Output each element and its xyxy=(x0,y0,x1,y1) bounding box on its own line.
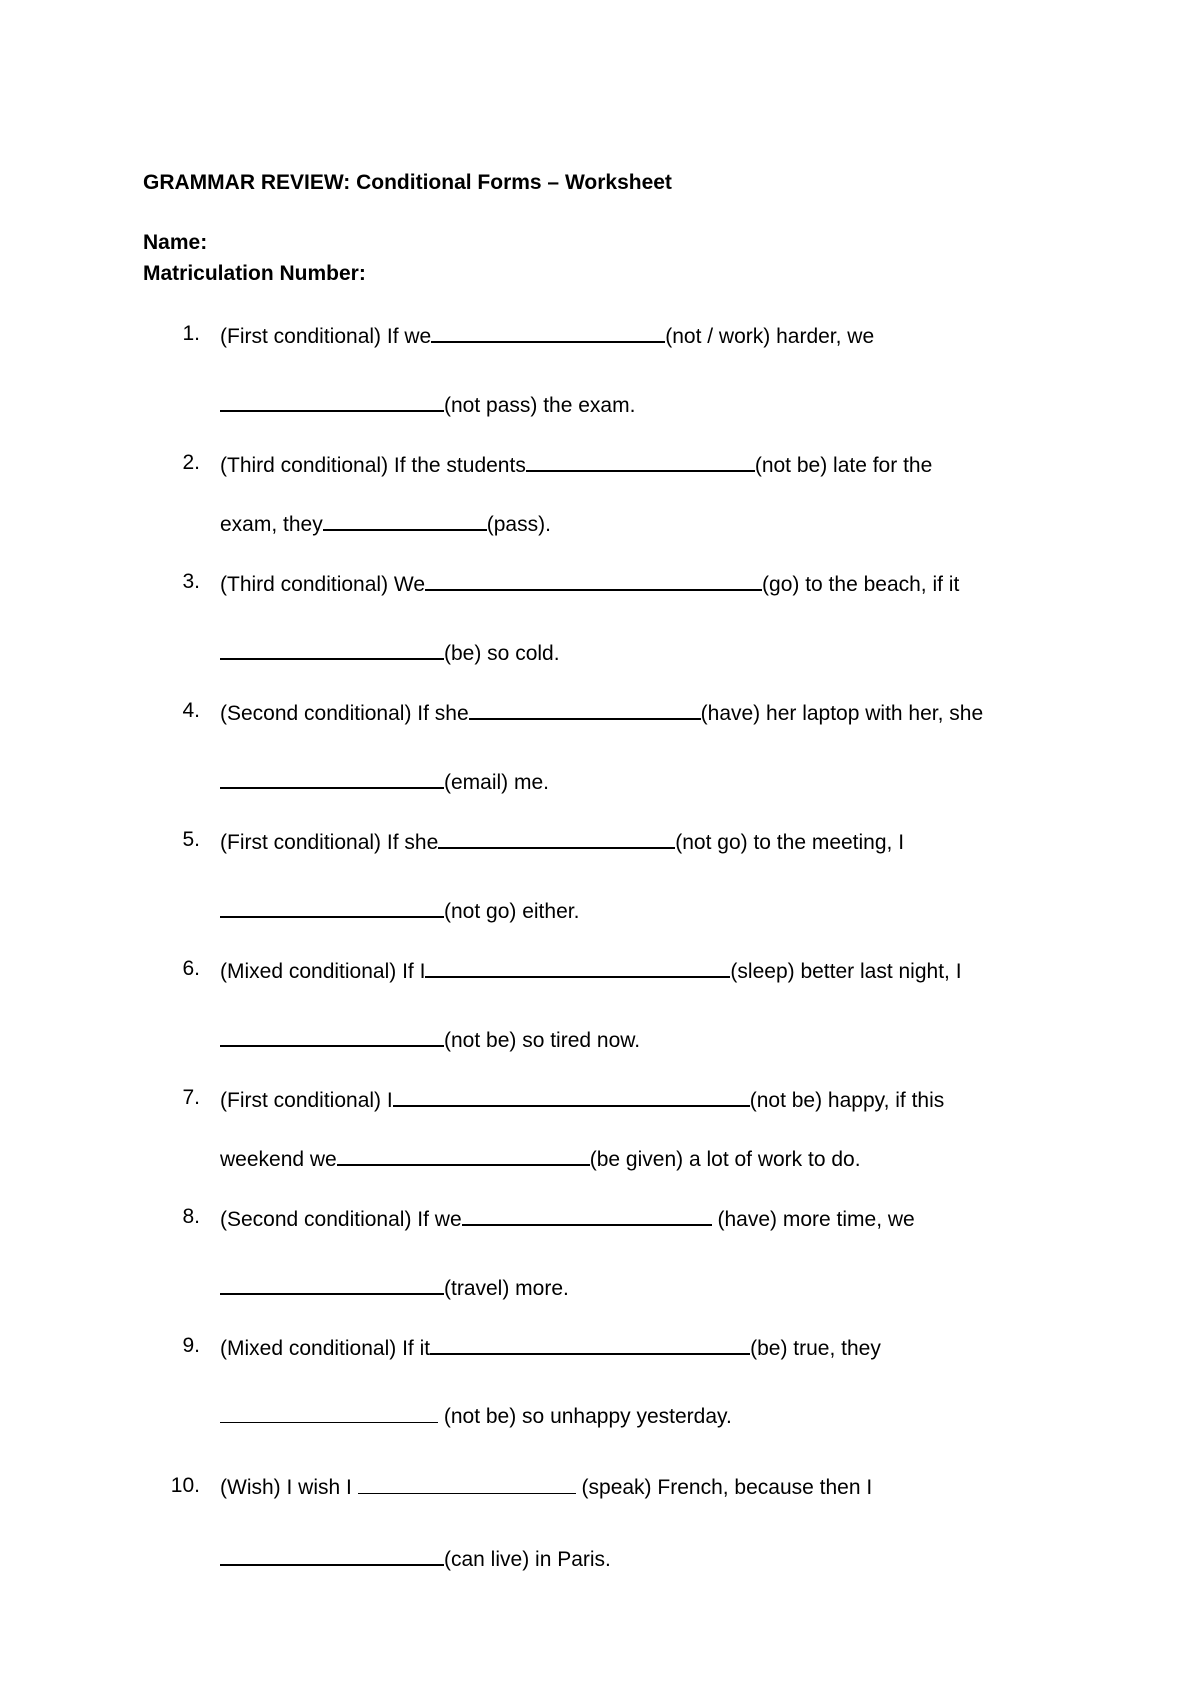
item-6-blank-2[interactable] xyxy=(220,1027,444,1047)
item-8-blank-2[interactable] xyxy=(220,1275,444,1295)
item-3-text-c: (be) so cold. xyxy=(444,642,560,665)
item-8-line-1 xyxy=(220,1206,915,1230)
item-2-blank-2[interactable] xyxy=(323,511,487,531)
item-2-number: 2. xyxy=(182,451,200,474)
item-1-text-c: (not pass) the exam. xyxy=(444,394,636,417)
item-2-text-c: exam, they xyxy=(220,513,323,536)
item-4-number: 4. xyxy=(182,699,200,722)
item-4-blank-1[interactable] xyxy=(469,700,701,720)
item-2-text-d: (pass). xyxy=(486,513,551,536)
item-2-blank-1[interactable] xyxy=(526,452,755,472)
item-6-number: 6. xyxy=(182,957,200,980)
item-4-blank-2[interactable] xyxy=(220,769,444,789)
item-6-line-2 xyxy=(220,1027,640,1051)
item-1-number: 1. xyxy=(182,322,200,345)
worksheet-title: GRAMMAR REVIEW: Conditional Forms – Worksheet xyxy=(143,171,672,194)
item-9-blank-1[interactable] xyxy=(430,1335,750,1355)
item-6-line-1 xyxy=(220,958,962,982)
item-5-text-a: (First conditional) If she xyxy=(220,831,439,854)
item-3-text-a: (Third conditional) We xyxy=(220,573,426,596)
item-5-line-2 xyxy=(220,898,579,922)
item-3-blank-1[interactable] xyxy=(425,571,762,591)
item-7-text-a: (First conditional) I xyxy=(220,1089,393,1112)
item-8-line-2 xyxy=(220,1275,569,1299)
item-3-blank-2[interactable] xyxy=(220,640,444,660)
item-3-text-b: (go) to the beach, if it xyxy=(762,573,960,596)
item-2-text-b: (not be) late for the xyxy=(754,454,933,477)
item-7-text-d: (be given) a lot of work to do. xyxy=(589,1148,861,1171)
item-1-blank-2[interactable] xyxy=(220,392,444,412)
matriculation-label: Matriculation Number: xyxy=(143,262,366,285)
item-9-text-b: (be) true, they xyxy=(750,1337,881,1360)
item-1-text-b: (not / work) harder, we xyxy=(665,325,875,348)
item-4-line-1 xyxy=(220,700,983,724)
item-7-line-1 xyxy=(220,1087,944,1111)
item-10-text-c: (can live) in Paris. xyxy=(444,1548,611,1571)
item-4-line-2 xyxy=(220,769,549,793)
item-1-blank-1[interactable] xyxy=(431,323,665,343)
item-10-text-a: (Wish) I wish I xyxy=(220,1476,352,1499)
item-3-line-1 xyxy=(220,571,959,595)
item-7-text-c: weekend we xyxy=(220,1148,337,1171)
item-10-number: 10. xyxy=(170,1474,200,1497)
item-10-line-1 xyxy=(220,1475,872,1498)
item-9-text-c: (not be) so unhappy yesterday. xyxy=(443,1405,732,1428)
item-5-line-1 xyxy=(220,829,904,853)
item-8-blank-1[interactable] xyxy=(462,1206,712,1226)
item-7-text-b: (not be) happy, if this xyxy=(749,1089,945,1112)
item-6-text-c: (not be) so tired now. xyxy=(444,1029,641,1052)
item-8-number: 8. xyxy=(182,1205,200,1228)
item-1-line-2 xyxy=(220,392,635,416)
item-1-text-a: (First conditional) If we xyxy=(220,325,432,348)
item-6-blank-1[interactable] xyxy=(425,958,730,978)
item-4-text-c: (email) me. xyxy=(444,771,550,794)
item-6-text-b: (sleep) better last night, I xyxy=(730,960,962,983)
item-8-text-a: (Second conditional) If we xyxy=(220,1208,462,1231)
item-1-line-1 xyxy=(220,323,874,347)
item-10-text-b: (speak) French, because then I xyxy=(581,1476,873,1499)
item-9-line-2 xyxy=(220,1404,732,1427)
item-7-line-2 xyxy=(220,1146,861,1170)
name-label: Name: xyxy=(143,231,208,254)
item-8-text-c: (travel) more. xyxy=(444,1277,569,1300)
item-9-number: 9. xyxy=(182,1334,200,1357)
item-3-number: 3. xyxy=(182,570,200,593)
item-9-text-a: (Mixed conditional) If it xyxy=(220,1337,431,1360)
item-2-line-1 xyxy=(220,452,932,476)
item-10-blank-1[interactable] xyxy=(358,1475,576,1494)
item-5-text-c: (not go) either. xyxy=(444,900,580,923)
item-2-text-a: (Third conditional) If the students xyxy=(220,454,526,477)
item-2-line-2 xyxy=(220,511,551,535)
item-6-text-a: (Mixed conditional) If I xyxy=(220,960,426,983)
item-7-blank-2[interactable] xyxy=(337,1146,590,1166)
item-5-number: 5. xyxy=(182,828,200,851)
item-9-line-1 xyxy=(220,1335,881,1359)
item-10-line-2 xyxy=(220,1546,611,1570)
item-4-text-a: (Second conditional) If she xyxy=(220,702,469,725)
item-5-blank-2[interactable] xyxy=(220,898,444,918)
item-7-number: 7. xyxy=(182,1086,200,1109)
item-10-blank-2[interactable] xyxy=(220,1546,444,1566)
item-8-text-b: (have) more time, we xyxy=(717,1208,915,1231)
item-3-line-2 xyxy=(220,640,560,664)
item-4-text-b: (have) her laptop with her, she xyxy=(700,702,984,725)
item-5-blank-1[interactable] xyxy=(438,829,675,849)
item-5-text-b: (not go) to the meeting, I xyxy=(675,831,905,854)
item-9-blank-2[interactable] xyxy=(220,1404,438,1423)
item-7-blank-1[interactable] xyxy=(393,1087,750,1107)
